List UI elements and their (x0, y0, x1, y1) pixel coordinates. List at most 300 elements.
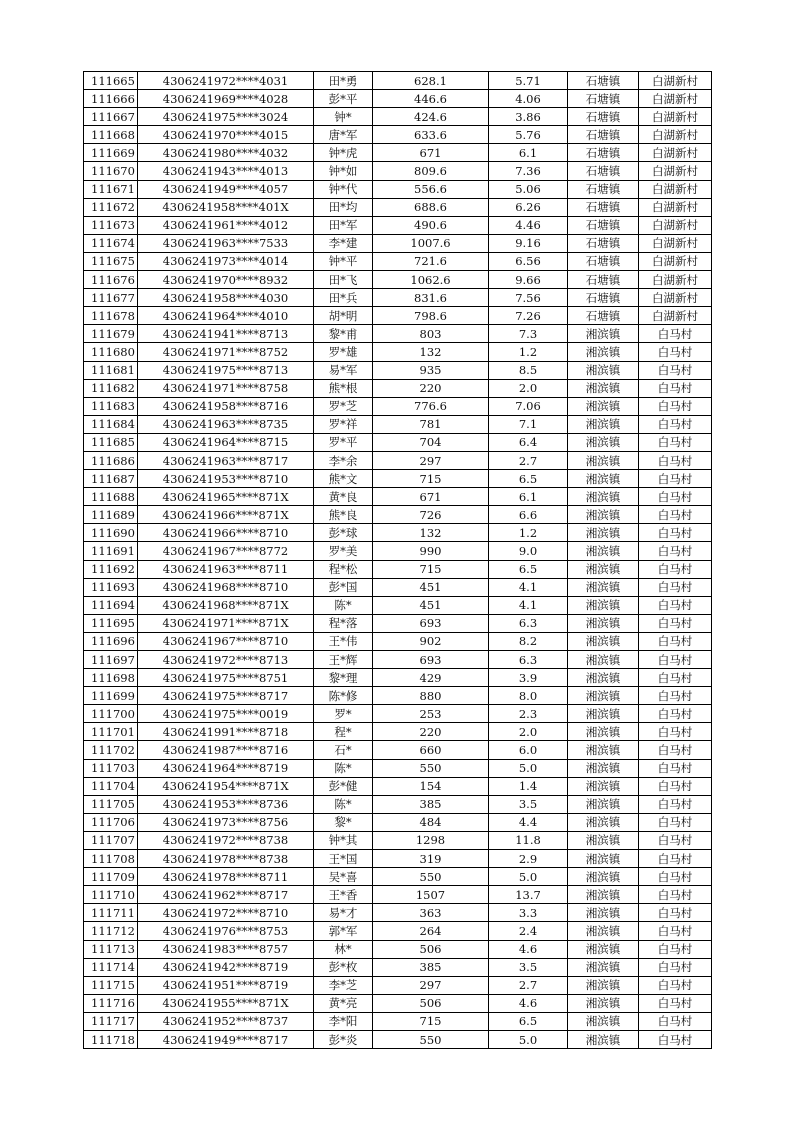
row-id-cell: 111681 (84, 361, 138, 379)
row-id-cell: 111684 (84, 415, 138, 433)
town-cell: 石塘镇 (568, 108, 639, 126)
row-id-cell: 111678 (84, 307, 138, 325)
name-cell: 熊*文 (314, 470, 373, 488)
id-card-cell: 4306241980****4032 (138, 144, 314, 162)
name-cell: 陈* (314, 596, 373, 614)
row-id-cell: 111682 (84, 379, 138, 397)
area-cell: 1.4 (489, 777, 568, 795)
row-id-cell: 111718 (84, 1030, 138, 1048)
name-cell: 田*兵 (314, 289, 373, 307)
table-row (84, 307, 712, 325)
id-card-cell: 4306241971****871X (138, 614, 314, 632)
village-cell: 白马村 (639, 596, 712, 614)
id-card-cell: 4306241975****8713 (138, 361, 314, 379)
row-id-cell: 111683 (84, 397, 138, 415)
village-cell: 白马村 (639, 632, 712, 650)
area-cell: 7.26 (489, 307, 568, 325)
area-cell: 1.2 (489, 343, 568, 361)
id-card-cell: 4306241953****8710 (138, 470, 314, 488)
village-cell: 白马村 (639, 379, 712, 397)
village-cell: 白马村 (639, 325, 712, 343)
id-card-cell: 4306241963****8711 (138, 560, 314, 578)
town-cell: 湘滨镇 (568, 379, 639, 397)
table-row (84, 813, 712, 831)
town-cell: 石塘镇 (568, 289, 639, 307)
name-cell: 彭*枚 (314, 958, 373, 976)
row-id-cell: 111705 (84, 795, 138, 813)
id-card-cell: 4306241943****4013 (138, 162, 314, 180)
amount-cell: 693 (373, 651, 489, 669)
amount-cell: 1007.6 (373, 234, 489, 252)
amount-cell: 880 (373, 687, 489, 705)
area-cell: 7.06 (489, 397, 568, 415)
amount-cell: 902 (373, 632, 489, 650)
row-id-cell: 111693 (84, 578, 138, 596)
village-cell: 白马村 (639, 831, 712, 849)
id-card-cell: 4306241975****8751 (138, 669, 314, 687)
row-id-cell: 111706 (84, 813, 138, 831)
row-id-cell: 111714 (84, 958, 138, 976)
area-cell: 2.7 (489, 451, 568, 469)
table-row (84, 560, 712, 578)
table-row (84, 1030, 712, 1048)
town-cell: 湘滨镇 (568, 614, 639, 632)
town-cell: 湘滨镇 (568, 343, 639, 361)
town-cell: 湘滨镇 (568, 651, 639, 669)
village-cell: 白湖新村 (639, 234, 712, 252)
row-id-cell: 111686 (84, 451, 138, 469)
row-id-cell: 111680 (84, 343, 138, 361)
name-cell: 罗* (314, 705, 373, 723)
village-cell: 白马村 (639, 868, 712, 886)
row-id-cell: 111669 (84, 144, 138, 162)
name-cell: 彭*平 (314, 90, 373, 108)
amount-cell: 550 (373, 868, 489, 886)
row-id-cell: 111687 (84, 470, 138, 488)
area-cell: 3.5 (489, 795, 568, 813)
row-id-cell: 111707 (84, 831, 138, 849)
row-id-cell: 111674 (84, 234, 138, 252)
amount-cell: 264 (373, 922, 489, 940)
town-cell: 湘滨镇 (568, 488, 639, 506)
area-cell: 6.56 (489, 252, 568, 270)
name-cell: 易*军 (314, 361, 373, 379)
village-cell: 白马村 (639, 1012, 712, 1030)
table-row (84, 289, 712, 307)
village-cell: 白马村 (639, 904, 712, 922)
area-cell: 6.5 (489, 470, 568, 488)
table-row (84, 850, 712, 868)
village-cell: 白马村 (639, 1030, 712, 1048)
table-row (84, 886, 712, 904)
town-cell: 湘滨镇 (568, 415, 639, 433)
id-card-cell: 4306241978****8738 (138, 850, 314, 868)
area-cell: 6.3 (489, 614, 568, 632)
name-cell: 李*阳 (314, 1012, 373, 1030)
amount-cell: 671 (373, 488, 489, 506)
amount-cell: 781 (373, 415, 489, 433)
village-cell: 白马村 (639, 687, 712, 705)
amount-cell: 803 (373, 325, 489, 343)
town-cell: 湘滨镇 (568, 904, 639, 922)
area-cell: 9.0 (489, 542, 568, 560)
table-row (84, 524, 712, 542)
village-cell: 白马村 (639, 361, 712, 379)
town-cell: 湘滨镇 (568, 542, 639, 560)
area-cell: 5.0 (489, 868, 568, 886)
row-id-cell: 111709 (84, 868, 138, 886)
row-id-cell: 111697 (84, 651, 138, 669)
town-cell: 湘滨镇 (568, 687, 639, 705)
amount-cell: 693 (373, 614, 489, 632)
area-cell: 2.9 (489, 850, 568, 868)
id-card-cell: 4306241983****8757 (138, 940, 314, 958)
name-cell: 王*辉 (314, 651, 373, 669)
name-cell: 王*伟 (314, 632, 373, 650)
village-cell: 白马村 (639, 488, 712, 506)
amount-cell: 220 (373, 723, 489, 741)
name-cell: 陈* (314, 795, 373, 813)
area-cell: 2.4 (489, 922, 568, 940)
name-cell: 唐*军 (314, 126, 373, 144)
town-cell: 湘滨镇 (568, 451, 639, 469)
amount-cell: 220 (373, 379, 489, 397)
amount-cell: 671 (373, 144, 489, 162)
village-cell: 白马村 (639, 777, 712, 795)
town-cell: 湘滨镇 (568, 831, 639, 849)
area-cell: 6.0 (489, 741, 568, 759)
row-id-cell: 111713 (84, 940, 138, 958)
town-cell: 石塘镇 (568, 252, 639, 270)
table-row (84, 904, 712, 922)
town-cell: 石塘镇 (568, 307, 639, 325)
id-card-cell: 4306241975****3024 (138, 108, 314, 126)
table-row (84, 234, 712, 252)
id-card-cell: 4306241962****8717 (138, 886, 314, 904)
table-row (84, 506, 712, 524)
village-cell: 白湖新村 (639, 90, 712, 108)
town-cell: 湘滨镇 (568, 886, 639, 904)
amount-cell: 798.6 (373, 307, 489, 325)
name-cell: 程* (314, 723, 373, 741)
id-card-cell: 4306241972****8710 (138, 904, 314, 922)
id-card-cell: 4306241964****8719 (138, 759, 314, 777)
village-cell: 白马村 (639, 560, 712, 578)
town-cell: 湘滨镇 (568, 976, 639, 994)
name-cell: 罗*祥 (314, 415, 373, 433)
village-cell: 白马村 (639, 759, 712, 777)
area-cell: 3.3 (489, 904, 568, 922)
table-row (84, 379, 712, 397)
town-cell: 湘滨镇 (568, 433, 639, 451)
id-card-cell: 4306241964****4010 (138, 307, 314, 325)
amount-cell: 429 (373, 669, 489, 687)
amount-cell: 297 (373, 451, 489, 469)
table-row (84, 325, 712, 343)
village-cell: 白湖新村 (639, 216, 712, 234)
amount-cell: 506 (373, 940, 489, 958)
name-cell: 郭*军 (314, 922, 373, 940)
village-cell: 白马村 (639, 524, 712, 542)
town-cell: 石塘镇 (568, 271, 639, 289)
village-cell: 白马村 (639, 723, 712, 741)
area-cell: 7.56 (489, 289, 568, 307)
name-cell: 黄*良 (314, 488, 373, 506)
table-row (84, 705, 712, 723)
name-cell: 李*余 (314, 451, 373, 469)
name-cell: 罗*雄 (314, 343, 373, 361)
row-id-cell: 111717 (84, 1012, 138, 1030)
row-id-cell: 111701 (84, 723, 138, 741)
town-cell: 石塘镇 (568, 90, 639, 108)
village-cell: 白马村 (639, 614, 712, 632)
table-row (84, 361, 712, 379)
area-cell: 6.5 (489, 560, 568, 578)
id-card-cell: 4306241987****8716 (138, 741, 314, 759)
area-cell: 6.6 (489, 506, 568, 524)
village-cell: 白湖新村 (639, 126, 712, 144)
id-card-cell: 4306241963****7533 (138, 234, 314, 252)
row-id-cell: 111685 (84, 433, 138, 451)
name-cell: 易*才 (314, 904, 373, 922)
row-id-cell: 111675 (84, 252, 138, 270)
amount-cell: 319 (373, 850, 489, 868)
area-cell: 13.7 (489, 886, 568, 904)
town-cell: 湘滨镇 (568, 777, 639, 795)
name-cell: 黎* (314, 813, 373, 831)
amount-cell: 451 (373, 596, 489, 614)
row-id-cell: 111676 (84, 271, 138, 289)
amount-cell: 154 (373, 777, 489, 795)
table-row (84, 433, 712, 451)
town-cell: 湘滨镇 (568, 506, 639, 524)
id-card-cell: 4306241953****8736 (138, 795, 314, 813)
area-cell: 5.0 (489, 759, 568, 777)
row-id-cell: 111700 (84, 705, 138, 723)
amount-cell: 660 (373, 741, 489, 759)
village-cell: 白马村 (639, 578, 712, 596)
row-id-cell: 111702 (84, 741, 138, 759)
area-cell: 6.5 (489, 1012, 568, 1030)
amount-cell: 633.6 (373, 126, 489, 144)
id-card-cell: 4306241965****871X (138, 488, 314, 506)
row-id-cell: 111692 (84, 560, 138, 578)
row-id-cell: 111688 (84, 488, 138, 506)
village-cell: 白湖新村 (639, 198, 712, 216)
table-row (84, 596, 712, 614)
name-cell: 钟* (314, 108, 373, 126)
village-cell: 白马村 (639, 433, 712, 451)
area-cell: 2.7 (489, 976, 568, 994)
row-id-cell: 111699 (84, 687, 138, 705)
area-cell: 6.26 (489, 198, 568, 216)
amount-cell: 385 (373, 795, 489, 813)
town-cell: 石塘镇 (568, 234, 639, 252)
area-cell: 3.5 (489, 958, 568, 976)
village-cell: 白湖新村 (639, 289, 712, 307)
id-card-cell: 4306241942****8719 (138, 958, 314, 976)
area-cell: 4.06 (489, 90, 568, 108)
town-cell: 湘滨镇 (568, 1012, 639, 1030)
area-cell: 5.06 (489, 180, 568, 198)
row-id-cell: 111672 (84, 198, 138, 216)
table-row (84, 940, 712, 958)
village-cell: 白马村 (639, 976, 712, 994)
id-card-cell: 4306241958****8716 (138, 397, 314, 415)
row-id-cell: 111711 (84, 904, 138, 922)
table-row (84, 614, 712, 632)
village-cell: 白马村 (639, 850, 712, 868)
town-cell: 湘滨镇 (568, 958, 639, 976)
village-cell: 白湖新村 (639, 72, 712, 90)
amount-cell: 831.6 (373, 289, 489, 307)
name-cell: 钟*平 (314, 252, 373, 270)
town-cell: 湘滨镇 (568, 560, 639, 578)
amount-cell: 704 (373, 433, 489, 451)
amount-cell: 776.6 (373, 397, 489, 415)
id-card-cell: 4306241976****8753 (138, 922, 314, 940)
village-cell: 白马村 (639, 813, 712, 831)
amount-cell: 253 (373, 705, 489, 723)
name-cell: 程*落 (314, 614, 373, 632)
area-cell: 7.3 (489, 325, 568, 343)
area-cell: 5.0 (489, 1030, 568, 1048)
row-id-cell: 111670 (84, 162, 138, 180)
town-cell: 石塘镇 (568, 198, 639, 216)
name-cell: 程*松 (314, 560, 373, 578)
area-cell: 4.4 (489, 813, 568, 831)
amount-cell: 1062.6 (373, 271, 489, 289)
table-row (84, 343, 712, 361)
id-card-cell: 4306241975****0019 (138, 705, 314, 723)
table-row (84, 180, 712, 198)
table-row (84, 578, 712, 596)
id-card-cell: 4306241991****8718 (138, 723, 314, 741)
village-cell: 白湖新村 (639, 271, 712, 289)
row-id-cell: 111690 (84, 524, 138, 542)
amount-cell: 688.6 (373, 198, 489, 216)
amount-cell: 556.6 (373, 180, 489, 198)
row-id-cell: 111703 (84, 759, 138, 777)
village-cell: 白马村 (639, 922, 712, 940)
table-row (84, 216, 712, 234)
name-cell: 彭*健 (314, 777, 373, 795)
name-cell: 罗*美 (314, 542, 373, 560)
row-id-cell: 111666 (84, 90, 138, 108)
name-cell: 黎*理 (314, 669, 373, 687)
amount-cell: 424.6 (373, 108, 489, 126)
town-cell: 湘滨镇 (568, 813, 639, 831)
village-cell: 白湖新村 (639, 144, 712, 162)
id-card-cell: 4306241971****8752 (138, 343, 314, 361)
table-row (84, 198, 712, 216)
area-cell: 11.8 (489, 831, 568, 849)
amount-cell: 809.6 (373, 162, 489, 180)
id-card-cell: 4306241952****8737 (138, 1012, 314, 1030)
town-cell: 湘滨镇 (568, 922, 639, 940)
row-id-cell: 111708 (84, 850, 138, 868)
id-card-cell: 4306241961****4012 (138, 216, 314, 234)
amount-cell: 1298 (373, 831, 489, 849)
id-card-cell: 4306241964****8715 (138, 433, 314, 451)
name-cell: 彭*炎 (314, 1030, 373, 1048)
village-cell: 白马村 (639, 705, 712, 723)
town-cell: 湘滨镇 (568, 741, 639, 759)
village-cell: 白马村 (639, 958, 712, 976)
table-row (84, 415, 712, 433)
id-card-cell: 4306241958****4030 (138, 289, 314, 307)
town-cell: 湘滨镇 (568, 940, 639, 958)
area-cell: 2.0 (489, 379, 568, 397)
name-cell: 田*均 (314, 198, 373, 216)
amount-cell: 550 (373, 759, 489, 777)
town-cell: 湘滨镇 (568, 596, 639, 614)
id-card-cell: 4306241973****8756 (138, 813, 314, 831)
village-cell: 白马村 (639, 397, 712, 415)
amount-cell: 132 (373, 524, 489, 542)
area-cell: 4.6 (489, 994, 568, 1012)
amount-cell: 132 (373, 343, 489, 361)
name-cell: 熊*根 (314, 379, 373, 397)
amount-cell: 385 (373, 958, 489, 976)
table-row (84, 759, 712, 777)
village-cell: 白湖新村 (639, 252, 712, 270)
town-cell: 湘滨镇 (568, 705, 639, 723)
amount-cell: 1507 (373, 886, 489, 904)
table-row (84, 831, 712, 849)
village-cell: 白湖新村 (639, 307, 712, 325)
amount-cell: 363 (373, 904, 489, 922)
town-cell: 石塘镇 (568, 144, 639, 162)
name-cell: 田*军 (314, 216, 373, 234)
table-row (84, 108, 712, 126)
village-cell: 白马村 (639, 940, 712, 958)
name-cell: 彭*球 (314, 524, 373, 542)
village-cell: 白湖新村 (639, 180, 712, 198)
area-cell: 2.0 (489, 723, 568, 741)
table-row (84, 470, 712, 488)
name-cell: 田*勇 (314, 72, 373, 90)
table-row (84, 126, 712, 144)
area-cell: 7.1 (489, 415, 568, 433)
name-cell: 陈*修 (314, 687, 373, 705)
name-cell: 钟*代 (314, 180, 373, 198)
town-cell: 湘滨镇 (568, 470, 639, 488)
table-row (84, 922, 712, 940)
table-row (84, 958, 712, 976)
name-cell: 石* (314, 741, 373, 759)
amount-cell: 446.6 (373, 90, 489, 108)
row-id-cell: 111679 (84, 325, 138, 343)
name-cell: 陈* (314, 759, 373, 777)
row-id-cell: 111710 (84, 886, 138, 904)
town-cell: 湘滨镇 (568, 868, 639, 886)
id-card-cell: 4306241958****401X (138, 198, 314, 216)
name-cell: 彭*国 (314, 578, 373, 596)
area-cell: 4.1 (489, 578, 568, 596)
row-id-cell: 111694 (84, 596, 138, 614)
table-row (84, 162, 712, 180)
area-cell: 5.71 (489, 72, 568, 90)
id-card-cell: 4306241954****871X (138, 777, 314, 795)
name-cell: 李*芝 (314, 976, 373, 994)
village-cell: 白湖新村 (639, 108, 712, 126)
village-cell: 白马村 (639, 651, 712, 669)
amount-cell: 628.1 (373, 72, 489, 90)
id-card-cell: 4306241971****8758 (138, 379, 314, 397)
table-row (84, 252, 712, 270)
table-row (84, 397, 712, 415)
